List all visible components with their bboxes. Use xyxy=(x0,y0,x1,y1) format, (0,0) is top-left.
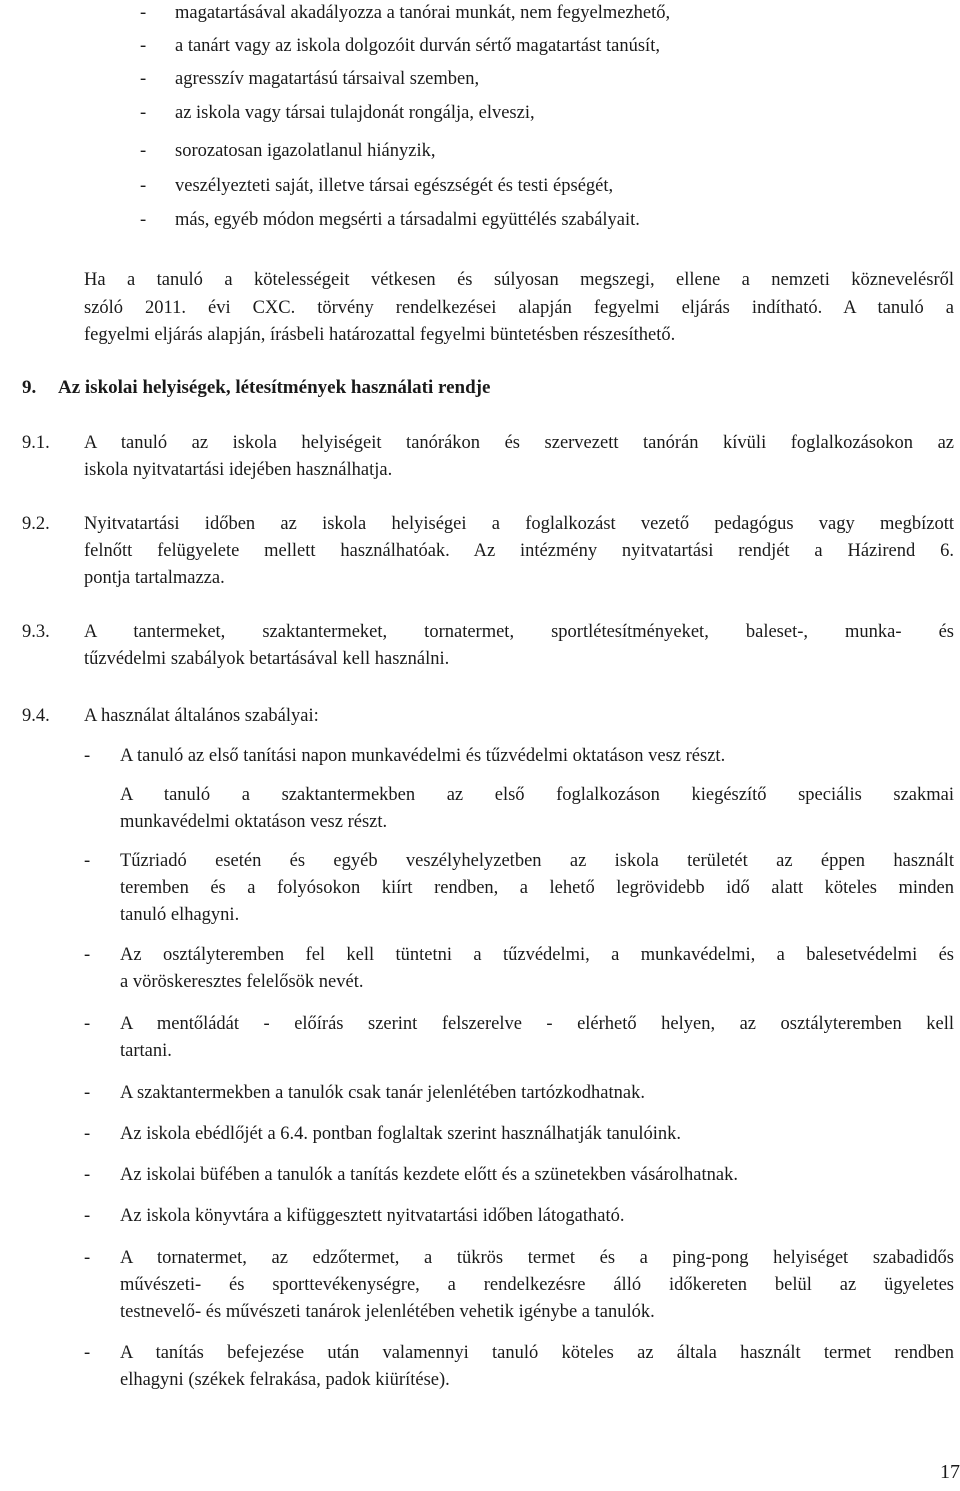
list-item xyxy=(0,138,960,165)
list-item xyxy=(0,173,960,200)
paragraph-line: pontja tartalmazza. xyxy=(84,568,225,588)
paragraph-line: fegyelmi eljárás alapján, írásbeli határozattal fegyelmi büntetésben részesíthető. xyxy=(84,325,676,345)
paragraph-line: iskola nyitvatartási idejében használhatja. xyxy=(84,460,393,480)
list-item xyxy=(0,33,960,60)
list-item-text: A szaktantermekben a tanulók csak tanár jelenlétében tartózkodhatnak. xyxy=(120,1083,645,1103)
list-item-text: elhagyni (székek felrakása, padok kiürítése). xyxy=(120,1370,450,1390)
list-item-text: Tűzriadó esetén és egyéb veszélyhelyzetben az iskola területét az éppen használt xyxy=(120,851,954,871)
list-item-text: magatartásával akadályozza a tanórai munkát, nem fegyelmezhető, xyxy=(175,3,671,23)
list-item-text: A mentőládát - előírás szerint felszerelve - elérhető helyen, az osztályteremben kell xyxy=(120,1014,954,1034)
subsection-number: 9.4. xyxy=(22,706,50,726)
paragraph-line: felnőtt felügyelete mellett használhatóak. Az intézmény nyitvatartási rendjét a Házirend 6. xyxy=(84,541,954,561)
list-item-text: a tanárt vagy az iskola dolgozóit durván sértő magatartást tanúsít, xyxy=(175,36,660,56)
list-item-text: Az iskola ebédlőjét a 6.4. pontban foglaltak szerint használhatják tanulóink. xyxy=(120,1124,681,1144)
paragraph-line: tűzvédelmi szabályok betartásával kell használni. xyxy=(84,649,450,669)
list-item-text: tartani. xyxy=(120,1041,172,1061)
paragraph-line: szóló 2011. évi CXC. törvény rendelkezései alapján fegyelmi eljárás indítható. A tanuló a xyxy=(84,298,954,318)
dash: - xyxy=(84,1248,91,1268)
dash: - xyxy=(84,1083,91,1103)
list-item-text: művészeti- és sporttevékenységre, a rendelkezésre álló időkereten belül az ügyeletes xyxy=(120,1275,954,1295)
dash: - xyxy=(140,103,147,123)
list-item-text: testnevelő- és művészeti tanárok jelenlétében vehetik igénybe a tanulók. xyxy=(120,1302,655,1322)
dash: - xyxy=(84,1343,91,1363)
paragraph-line: A tantermeket, szaktantermeket, tornatermet, sportlétesítményeket, baleset-, munka- és xyxy=(84,622,954,642)
list-item-text: A tanítás befejezése után valamennyi tanuló köteles az általa használt termet rendben xyxy=(120,1343,954,1363)
dash: - xyxy=(84,1014,91,1034)
list-item-text: Az iskola könyvtára a kifüggesztett nyitvatartási időben látogatható. xyxy=(120,1206,625,1226)
subsection-number: 9.3. xyxy=(22,622,50,642)
section-title: Az iskolai helyiségek, létesítmények használati rendje xyxy=(58,377,491,398)
page-number: 17 xyxy=(940,1461,960,1483)
list-item xyxy=(0,100,960,127)
dash: - xyxy=(140,210,147,230)
list-item-text: a vöröskeresztes felelősök nevét. xyxy=(120,972,364,992)
dash: - xyxy=(84,851,91,871)
list-item-text: veszélyezteti saját, illetve társai egészségét és testi épségét, xyxy=(175,176,614,196)
list-item-text: teremben és a folyósokon kiírt rendben, a lehető legrövidebb idő alatt köteles minden xyxy=(120,878,954,898)
dash: - xyxy=(140,3,147,23)
subsection-title: A használat általános szabályai: xyxy=(84,706,319,726)
list-item-text: Az iskolai büfében a tanulók a tanítás kezdete előtt és a szünetekben vásárolhatnak. xyxy=(120,1165,738,1185)
dash: - xyxy=(84,945,91,965)
dash: - xyxy=(84,1165,91,1185)
paragraph-line: Nyitvatartási időben az iskola helyiségei a foglalkozást vezető pedagógus vagy megbízott xyxy=(84,514,954,534)
dash: - xyxy=(140,176,147,196)
list-item-text: A tanuló a szaktantermekben az első foglalkozáson kiegészítő speciális szakmai xyxy=(120,785,954,805)
subsection-number: 9.1. xyxy=(22,433,50,453)
subsection-number: 9.2. xyxy=(22,514,50,534)
list-item xyxy=(0,207,960,234)
list-item-text: más, egyéb módon megsérti a társadalmi együttélés szabályait. xyxy=(175,210,640,230)
list-item-text: sorozatosan igazolatlanul hiányzik, xyxy=(175,141,436,161)
dash: - xyxy=(140,36,147,56)
section-number: 9. xyxy=(22,377,37,398)
list-item-text: agresszív magatartású társaival szemben, xyxy=(175,69,480,89)
dash: - xyxy=(140,69,147,89)
list-item xyxy=(0,66,960,93)
list-item-text: A tornatermet, az edzőtermet, a tükrös termet és a ping-pong helyiséget szabadidős xyxy=(120,1248,954,1268)
dash: - xyxy=(84,1124,91,1144)
list-item-text: munkavédelmi oktatáson vesz részt. xyxy=(120,812,388,832)
list-item xyxy=(0,0,960,27)
list-item-text: Az osztályteremben fel kell tüntetni a tűzvédelmi, a munkavédelmi, a balesetvédelmi és xyxy=(120,945,954,965)
list-item-text: tanuló elhagyni. xyxy=(120,905,240,925)
dash: - xyxy=(84,746,91,766)
dash: - xyxy=(140,141,147,161)
dash: - xyxy=(84,1206,91,1226)
paragraph-line: A tanuló az iskola helyiségeit tanórákon és szervezett tanórán kívüli foglalkozásokon az xyxy=(84,433,954,453)
list-item-text: A tanuló az első tanítási napon munkavédelmi és tűzvédelmi oktatáson vesz részt. xyxy=(120,746,726,766)
paragraph-line: Ha a tanuló a kötelességeit vétkesen és súlyosan megszegi, ellene a nemzeti köznevelésről xyxy=(84,270,954,290)
list-item-text: az iskola vagy társai tulajdonát rongálja, elveszi, xyxy=(175,103,535,123)
